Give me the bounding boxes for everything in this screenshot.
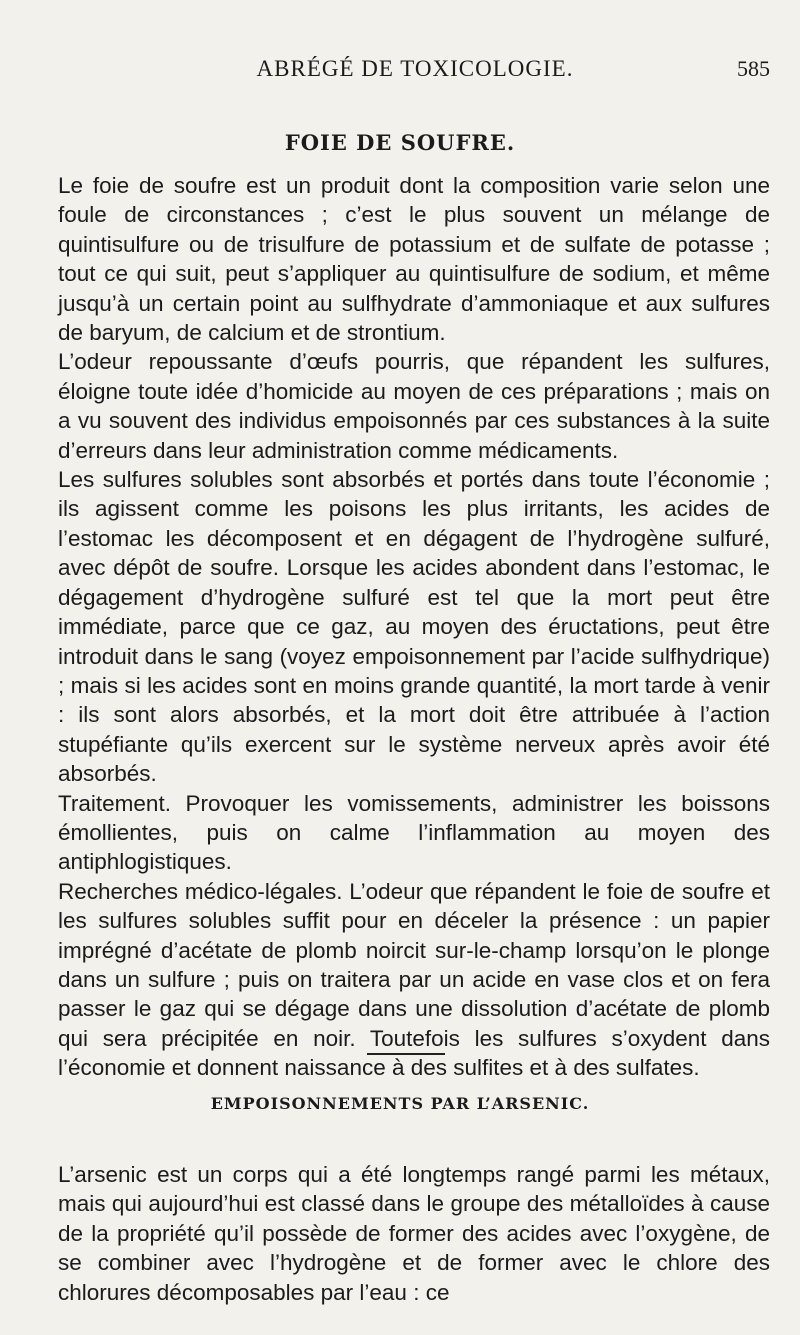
section-body-arsenic [58,1160,770,1307]
section-divider [367,1053,445,1055]
section-title-arsenic: EMPOISONNEMENTS PAR L’ARSENIC. [210,1094,590,1113]
paragraph: Les sulfures solubles sont absorbés et portés dans toute l’économie ; ils agissent comme les poisons les plus irritants, les acides de l’estomac les décomposent et en dégagent de l’hydrogène sulfuré, avec dépôt de soufre. Lorsque les acides abondent dans l’estomac, le dégagement d’hydrogène sulfuré est tel que la mort peut être immédiate, parce que ce gaz, au moyen des éructations, peut être introduit dans le sang (voyez empoisonnement par l’acide sulfhydrique) ; mais si les acides sont en moins grande quantité, la mort tarde à venir : ils sont alors absorbés, et la mort doit être attribuée à l’action stupéfiante qu’ils exercent sur le système nerveux après avoir été absorbés. [58,467,770,787]
paragraph: Traitement. Provoquer les vomissements, administrer les boissons émollientes, puis on calme l’inflammation au moyen des antiphlogistiques. [58,790,770,875]
paragraph: Recherches médico-légales. L’odeur que répandent le foie de soufre et les sulfures solubles suffit pour en déceler la présence : un papier imprégné d’acétate de plomb noircit sur-le-champ lorsqu’on le plonge dans un sulfure ; puis on traitera par un acide en vase clos et on fera passer le gaz qui se dégage dans une dissolution d’acétate de plomb qui sera précipitée en noir. Toutefois les sulfures s’oxydent dans l’économie et donnent naissance à des sulfites et à des sulfates. [58,878,770,1081]
paragraph: L’odeur repoussante d’œufs pourris, que répandent les sulfures, éloigne toute idée d’homicide au moyen de ces préparations ; mais on a vu souvent des individus empoisonnés par ces substances à la suite d’erreurs dans leur administration comme médicaments. [58,349,770,463]
paragraph: L’arsenic est un corps qui a été longtemps rangé parmi les métaux, mais qui aujourd’hui est classé dans le groupe des métalloïdes à cause de la propriété qu’il possède de former des acides avec l’oxygène, de se combiner avec l’hydrogène et de former avec le chlore des chlorures décomposables par l’eau : ce [58,1162,770,1305]
running-head [60,56,770,86]
paragraph: Le foie de soufre est un produit dont la composition varie selon une foule de circonstances ; c’est le plus souvent un mélange de quintisulfure ou de trisulfure de potassium et de sulfate de potasse ; tout ce qui suit, peut s’appliquer au quintisulfure de sodium, et même jusqu’à un certain point au sulfhydrate d’ammoniaque et aux sulfures de baryum, de calcium et de strontium. [58,173,770,346]
page-number: 585 [737,56,770,81]
section-body-foie-de-soufre [58,171,770,1083]
section-title-foie-de-soufre: FOIE DE SOUFRE. [284,130,516,155]
running-title: ABRÉGÉ DE TOXICOLOGIE. [256,56,574,81]
